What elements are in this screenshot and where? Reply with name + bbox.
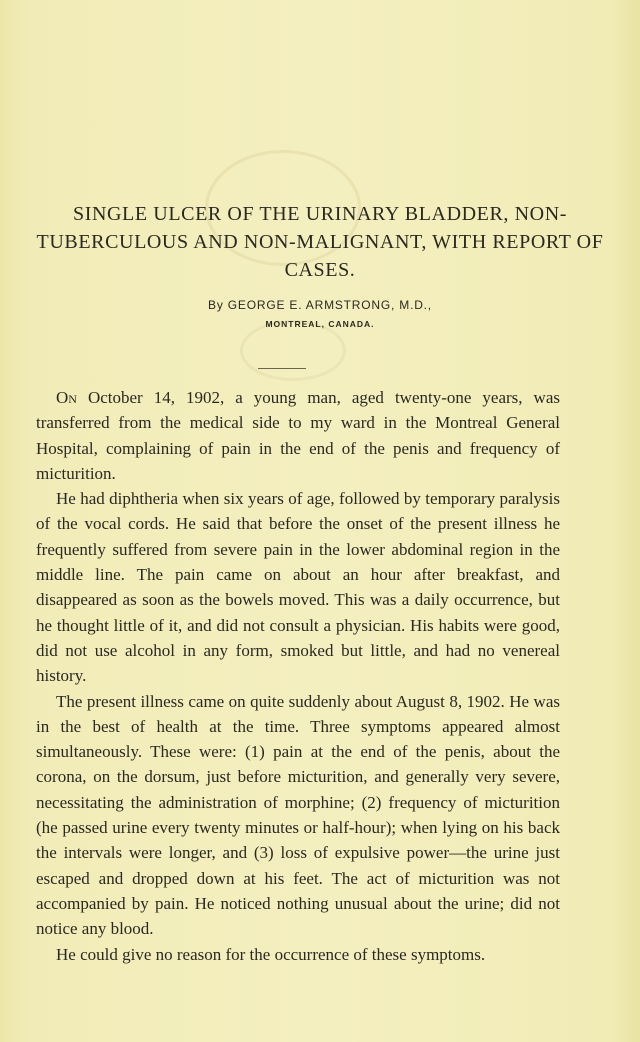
author-affiliation: MONTREAL, CANADA. bbox=[265, 319, 375, 329]
section-divider bbox=[258, 368, 306, 369]
paragraph-1-text: October 14, 1902, a young man, aged twenty-one years, was transferred from the medical side to my ward in the Montreal General Hospital, complaining of pain in the end of the penis and frequency of micturition. bbox=[36, 388, 560, 483]
article-title: SINGLE ULCER OF THE URINARY BLADDER, NON-TUBERCULOUS AND NON-MALIGNANT, WITH REPORT OF CASES. bbox=[36, 203, 604, 281]
library-stamp-faint-lower bbox=[240, 320, 346, 381]
paragraph-3: The present illness came on quite suddenly about August 8, 1902. He was in the best of health at the time. Three symptoms appeared almost simultaneously. These were: (1) pain at the end of the penis, about the corona, on the dorsum, just before micturition, and generally very severe, necessitating the administration of morphine; (2) frequency of micturition (he passed urine every twenty minutes or half-hour); when lying on his back the intervals were longer, and (3) loss of expulsive power—the urine just escaped and dropped down at his feet. The act of micturition was not accompanied by pain. He noticed nothing unusual about the urine; did not notice any blood. bbox=[36, 691, 560, 939]
paragraph-2: He had diphtheria when six years of age, followed by temporary paralysis of the vocal cords. He said that before the onset of the present illness he frequently suffered from severe pain in the lower abdominal region in the middle line. The pain came on about an hour after breakfast, and disappeared as soon as the bowels moved. This was a daily occurrence, but he thought little of it, and did not consult a physician. His habits were good, did not use alcohol in any form, smoked but little, and had no venereal history. bbox=[36, 489, 560, 686]
opening-word: On bbox=[56, 388, 77, 407]
paragraph-4: He could give no reason for the occurrence of these symptoms. bbox=[56, 944, 486, 964]
author-byline: By GEORGE E. ARMSTRONG, M.D., bbox=[208, 298, 432, 312]
paragraph-1 bbox=[36, 385, 560, 486]
article-body bbox=[36, 385, 560, 967]
